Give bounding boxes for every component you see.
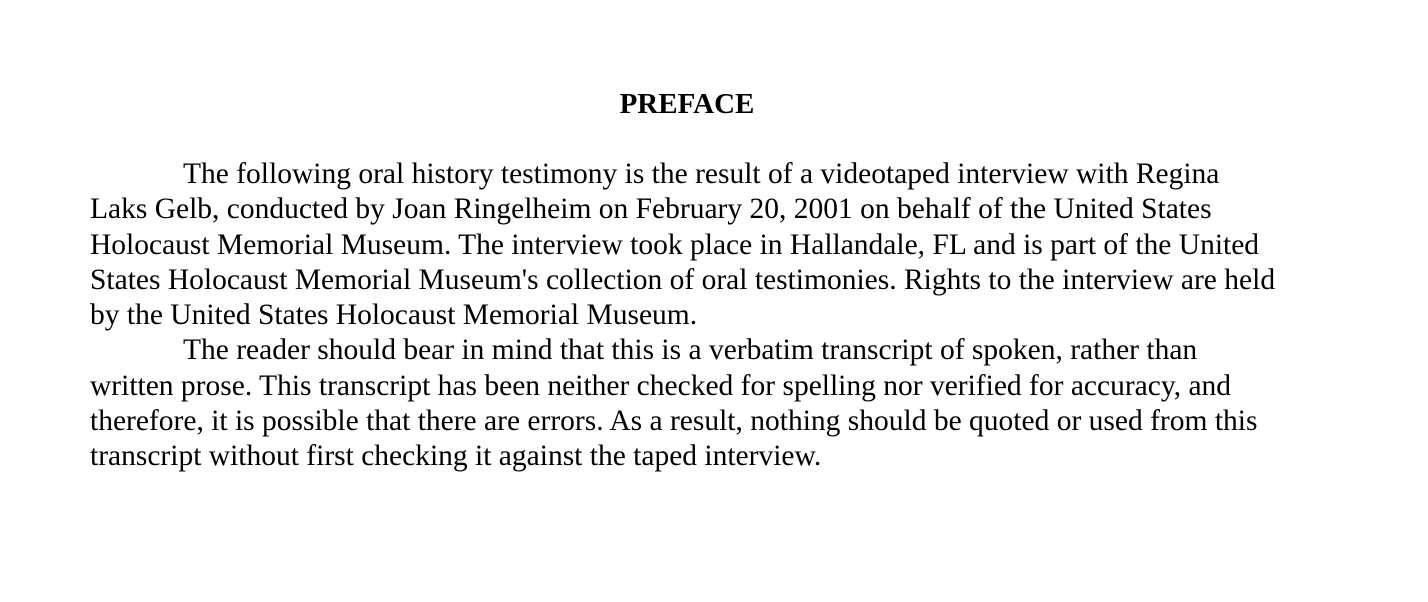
paragraph-interview-info: [90, 157, 1305, 333]
text-line: by the United States Holocaust Memorial Museum.: [90, 299, 698, 332]
page-title: PREFACE: [619, 88, 755, 120]
text-line: transcript without first checking it against the taped interview.: [90, 440, 822, 473]
text-line: The following oral history testimony is the result of a videotaped interview with Regina: [183, 158, 1220, 190]
text-line: Laks Gelb, conducted by Joan Ringelheim on February 20, 2001 on behalf of the United States: [90, 193, 1212, 226]
text-line: written prose. This transcript has been neither checked for spelling nor verified for accuracy, and: [90, 369, 1232, 402]
preface-body: [90, 157, 1305, 475]
text-line: therefore, it is possible that there are errors. As a result, nothing should be quoted or used from this: [90, 405, 1258, 438]
text-line: States Holocaust Memorial Museum's collection of oral testimonies. Rights to the interview are held: [90, 263, 1276, 296]
text-line: The reader should bear in mind that this is a verbatim transcript of spoken, rather than: [183, 334, 1198, 367]
paragraph-transcript-disclaimer: [90, 333, 1305, 474]
text-line: Holocaust Memorial Museum. The interview took place in Hallandale, FL and is part of the United: [90, 228, 1260, 261]
